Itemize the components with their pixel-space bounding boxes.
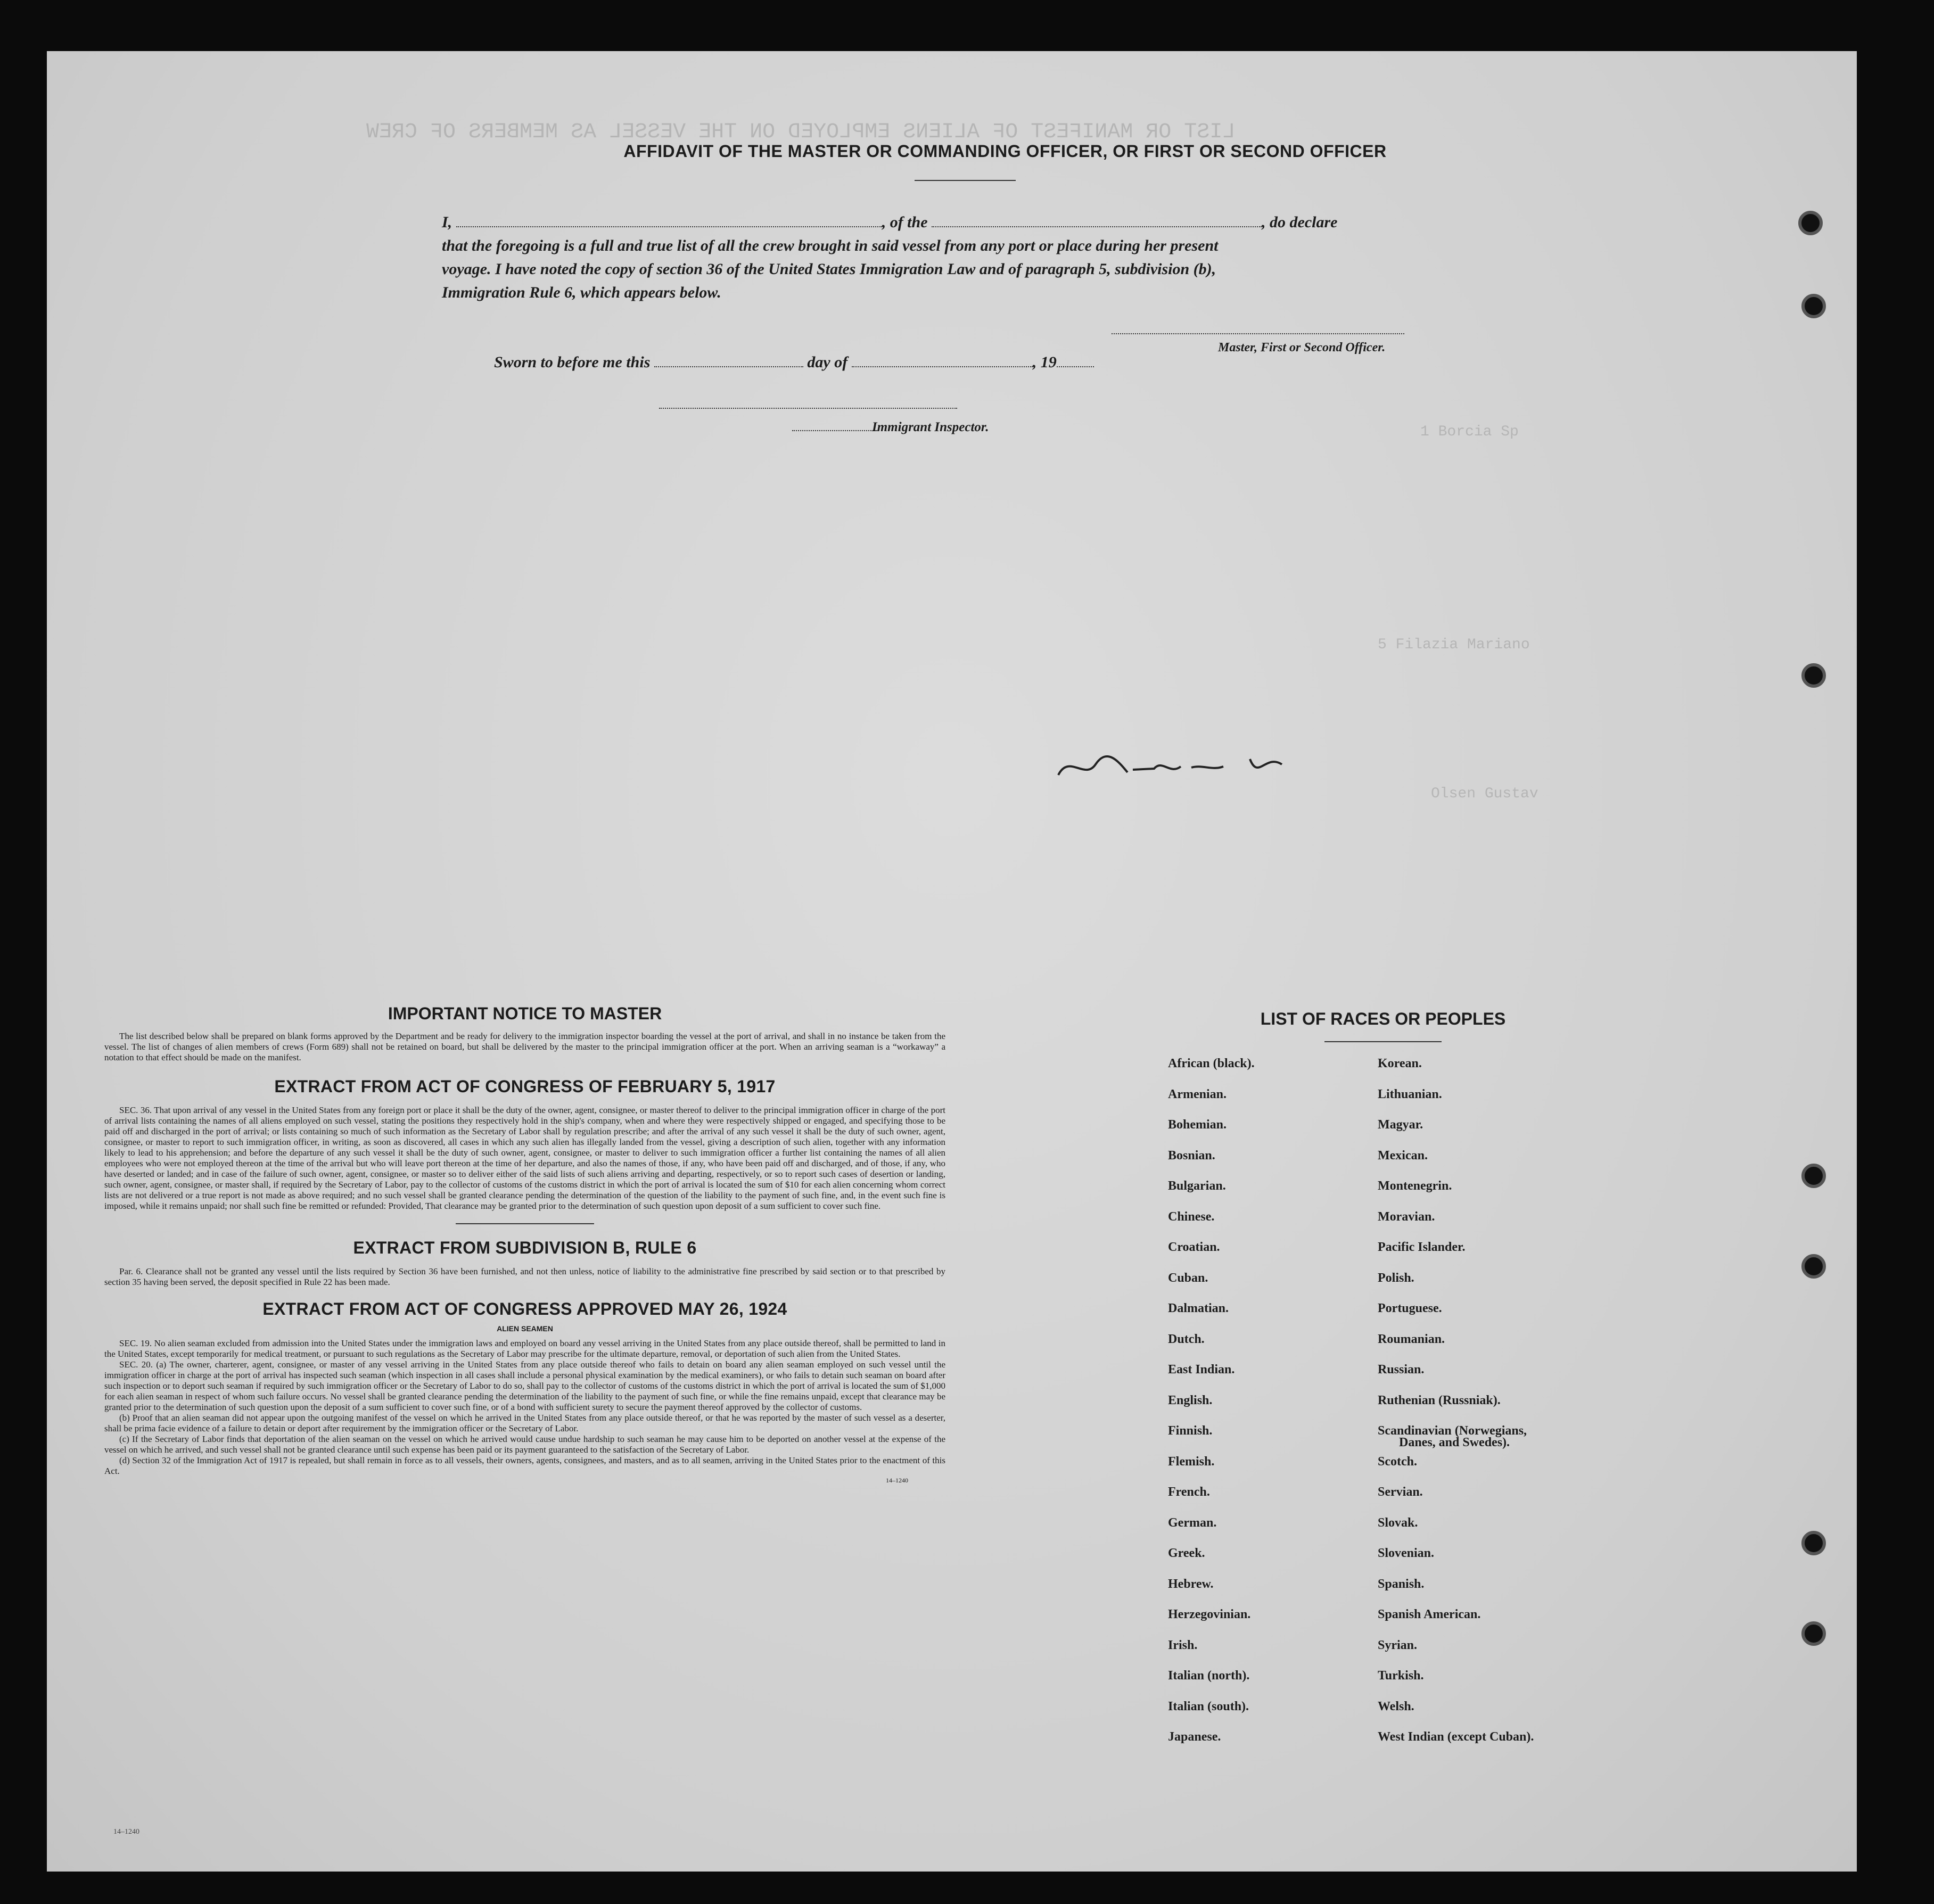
race-item: Irish.	[1168, 1638, 1198, 1652]
affidavit-title: AFFIDAVIT OF THE MASTER OR COMMANDING OFFICER, OR FIRST OR SECOND OFFICER	[623, 142, 1387, 161]
races-left-column	[1168, 1056, 1255, 1760]
race-item: Lithuanian.	[1378, 1087, 1442, 1101]
race-item: Turkish.	[1378, 1669, 1424, 1683]
race-item: Montenegrin.	[1378, 1179, 1452, 1193]
race-item: Moravian.	[1378, 1209, 1435, 1224]
day-of-label: day of	[807, 353, 848, 371]
sworn-year-blank[interactable]	[1057, 366, 1094, 367]
race-item: English.	[1168, 1393, 1213, 1407]
binder-hole-icon	[1798, 211, 1823, 235]
race-item: Polish.	[1378, 1271, 1414, 1285]
sec20a-paragraph: SEC. 20. (a) The owner, charterer, agent, consignee, or master of any vessel arriving in the United States from any place outside thereof who fails to detain on board any alien seaman employed on such vessel until the immigration officer in charge at the port of arrival has inspected such seaman (which inspection in all cases shall include a personal physical examination by the medical examiners), or who fails to detain such seaman on board after such inspection or to deport such seaman if required by such immigration officer or the Secretary of Labor to do so, shall pay to the collector of customs of the customs district in which the port of arrival is located the sum of $1,000 for each alien seaman in respect of whom such failure occurs. No vessel shall be granted clearance pending the determination of the liability to the payment of such fine, or while the fine remains unpaid, except that clearance may be granted prior to the determination of such question upon the deposit of a sum sufficient to cover such fine, or of a bond with sufficient surety to secure the payment thereof approved by the collector of customs.	[104, 1359, 945, 1412]
affidavit-line-2: voyage. I have noted the copy of section 36 of the United States Immigration Law and of paragraph 5, subdivision (b),	[442, 260, 1216, 278]
inspector-label: Immigrant Inspector.	[872, 420, 989, 434]
i-label: I,	[442, 213, 452, 231]
bleed-through-text: 5 Filazia Mariano	[1378, 637, 1530, 653]
sec19-paragraph: SEC. 19. No alien seaman excluded from admission into the United States under the immigration laws and employed on board any vessel arriving in the United States from any place outside thereof, shall be permitted to land in the United States, except temporarily for medical treatment, or pursuant to such regulations as the Secretary of Labor may prescribe for the ultimate departure, removal, or deportation of such alien from the United States.	[104, 1338, 945, 1359]
sec20c-paragraph: (c) If the Secretary of Labor finds that deportation of the alien seaman on the vessel on which he arrived would cause undue hardship to such seaman he may cause him to be deported on another vessel at the expense of the vessel on which he arrived, and such vessel shall not be granted clearance until such expense has been paid or its payment guaranteed to the satisfaction of the Secretary of Labor.	[104, 1434, 945, 1455]
affidavit-line-1: that the foregoing is a full and true list of all the crew brought in said vessel from any port or place during her present	[442, 237, 1219, 254]
of-the-label: , of the	[882, 213, 928, 231]
binder-hole-icon	[1801, 1254, 1826, 1279]
race-item: Ruthenian (Russniak).	[1378, 1393, 1501, 1407]
race-item: Finnish.	[1168, 1424, 1213, 1438]
binder-hole-icon	[1801, 1531, 1826, 1555]
alien-seamen-subhead: ALIEN SEAMEN	[497, 1324, 553, 1333]
race-item: Greek.	[1168, 1546, 1205, 1560]
extract-1917-text	[104, 1105, 945, 1211]
sec36-paragraph: SEC. 36. That upon arrival of any vessel in the United States from any foreign port or place it shall be the duty of the owner, agent, consignee, or master thereof to deliver to the principal immigration officer in charge of the port of arrival lists containing the names of all aliens employed on such vessel, stating the positions they respectively hold in the ship's company, when and where they were respectively shipped or engaged, and specifying those to be paid off and discharged in the port of arrival; or lists containing so much of such information as the Secretary of Labor shall by regulation prescribe; and after the arrival of any such vessel it shall be the duty of such owner, agent, consignee, or master to report to such immigration officer, in writing, as soon as discovered, all cases in which any such alien has illegally landed from the vessel, giving a description of such alien, together with any information likely to lead to his apprehension; and before the departure of any such vessel it shall be the duty of such owner, agent, consignee, or master to deliver to such immigration officer a further list containing the names of all alien employees who were not employed thereon at the time of the arrival but who will leave port thereon at the time of her departure, and also the names of those, if any, who have been paid off and discharged, and of those, if any, who have deserted or landed; and in case of the failure of such owner, agent, consignee, or master so to deliver either of the said lists of such aliens arriving and departing, respectively, or so to report such cases of desertion or landing, such owner, agent, consignee, or master shall, if required by the Secretary of Labor, pay to the collector of customs of the customs district in which the port of arrival is located the sum of $10 for each alien concerning whom correct lists are not delivered or a true report is not made as above required; and no such vessel shall be granted clearance pending the determination of the question of the liability to the payment of such fine, and, in the event such fine is imposed, while it remains unpaid; nor shall such fine be remitted or refunded: Provided, That clearance may be granted prior to the determination of such question upon deposit of a sum sufficient to cover such fine.	[104, 1105, 945, 1211]
extract-1924-title: EXTRACT FROM ACT OF CONGRESS APPROVED MAY 26, 1924	[262, 1299, 787, 1318]
sec20b-paragraph: (b) Proof that an alien seaman did not appear upon the outgoing manifest of the vessel on which he arrived in the United States from any place outside thereof, or that he was reported by the master of such vessel as a deserter, shall be prima facie evidence of a failure to detain or deport after requirement by the immigration officer or the Secretary of Labor.	[104, 1413, 945, 1433]
notice-paragraph: The list described below shall be prepared on blank forms approved by the Department and be ready for delivery to the immigration inspector boarding the vessel at the port of arrival, and shall in no instance be taken from the vessel. The list of changes of alien members of crews (Form 689) shall not be retained on board, but shall be delivered by the master to the principal immigration officer at the port. When an arriving seaman is a “workaway” a notation to that effect should be made on the manifest.	[104, 1031, 945, 1062]
notice-column	[104, 1004, 945, 1485]
extract-1917-title: EXTRACT FROM ACT OF CONGRESS OF FEBRUARY 5, 1917	[274, 1077, 776, 1096]
race-item: Slovenian.	[1378, 1546, 1435, 1560]
vessel-name-blank[interactable]	[932, 226, 1262, 227]
inspector-signature-line[interactable]	[659, 408, 957, 409]
footer-form-mark: 14–1240	[113, 1828, 139, 1836]
affidavit-body	[442, 211, 1501, 304]
binder-hole-icon	[1801, 1621, 1826, 1646]
document-page	[47, 51, 1857, 1872]
race-item: Herzegovinian.	[1168, 1608, 1251, 1621]
race-item: Dalmatian.	[1168, 1301, 1229, 1315]
form-number: 14–1240	[886, 1477, 908, 1484]
race-item: Portuguese.	[1378, 1301, 1442, 1315]
affidavit-first-line	[442, 211, 1501, 234]
binder-hole-icon	[1801, 294, 1826, 318]
bleed-through-text: Olsen Gustav	[1431, 786, 1538, 802]
race-item: Russian.	[1378, 1363, 1425, 1377]
race-item: Spanish.	[1378, 1577, 1425, 1591]
notice-text	[104, 1031, 945, 1063]
race-item: Welsh.	[1378, 1699, 1414, 1713]
race-item: Scandinavian (Norwegians, Danes, and Swedes).	[1378, 1424, 1527, 1449]
officer-signature-line[interactable]	[1112, 333, 1404, 334]
race-item: Croatian.	[1168, 1240, 1220, 1254]
race-item: Dutch.	[1168, 1332, 1205, 1346]
race-item: East Indian.	[1168, 1363, 1235, 1377]
sworn-line	[494, 353, 1094, 372]
extract-1924-text	[104, 1338, 945, 1477]
races-title-underline	[1324, 1041, 1442, 1042]
race-item: Bohemian.	[1168, 1118, 1227, 1132]
race-item: Spanish American.	[1378, 1608, 1481, 1621]
par6-paragraph: Par. 6. Clearance shall not be granted any vessel until the lists required by Section 36 have been furnished, and not then unless, notice of liability to the administrative fine prescribed by said section or to that prescribed by section 35 having been served, the deposit specified in Rule 22 has been made.	[104, 1266, 945, 1287]
race-item: Armenian.	[1168, 1087, 1227, 1101]
races-title: LIST OF RACES OR PEOPLES	[1260, 1009, 1506, 1028]
race-item: Servian.	[1378, 1485, 1423, 1499]
race-item: Mexican.	[1378, 1148, 1428, 1163]
sec20d-paragraph: (d) Section 32 of the Immigration Act of 1917 is repealed, but shall remain in force as to all vessels, their owners, agents, consignees, and masters, and as to all seamen, arriving in the United States prior to the enactment of this Act.	[104, 1455, 945, 1476]
race-item: Chinese.	[1168, 1209, 1215, 1224]
do-declare-label: , do declare	[1262, 213, 1338, 231]
bleed-through-heading: LIST OR MANIFEST OF ALIENS EMPLOYED ON THE VESSEL AS MEMBERS OF CREW	[366, 120, 1236, 144]
race-item: Flemish.	[1168, 1454, 1215, 1469]
section-divider	[456, 1223, 594, 1224]
handwritten-scribble-icon	[1048, 743, 1293, 791]
master-name-blank[interactable]	[456, 226, 882, 227]
sworn-day-blank[interactable]	[654, 366, 803, 367]
binder-hole-icon	[1801, 1164, 1826, 1188]
race-item: Italian (south).	[1168, 1699, 1249, 1713]
sworn-month-blank[interactable]	[852, 366, 1033, 367]
inspector-signature-line-2[interactable]	[792, 430, 877, 431]
binder-hole-icon	[1801, 663, 1826, 688]
race-item: Korean.	[1378, 1057, 1422, 1070]
year-prefix: , 19	[1032, 353, 1057, 371]
officer-signature-label: Master, First or Second Officer.	[1218, 341, 1386, 355]
race-item: Syrian.	[1378, 1638, 1418, 1652]
race-item: German.	[1168, 1515, 1217, 1530]
race-item: Roumanian.	[1378, 1332, 1445, 1346]
extract-rule6-text	[104, 1266, 945, 1288]
sworn-prefix: Sworn to before me this	[494, 353, 651, 371]
race-item: Italian (north).	[1168, 1669, 1250, 1683]
race-item: French.	[1168, 1485, 1210, 1499]
race-item: Bosnian.	[1168, 1148, 1215, 1163]
race-item: Magyar.	[1378, 1118, 1423, 1132]
race-item: Cuban.	[1168, 1271, 1208, 1285]
extract-rule6-title: EXTRACT FROM SUBDIVISION B, RULE 6	[353, 1238, 697, 1257]
title-underline	[915, 180, 1016, 181]
race-item: African (black).	[1168, 1057, 1255, 1070]
race-item: West Indian (except Cuban).	[1378, 1730, 1534, 1744]
race-item: Pacific Islander.	[1378, 1240, 1466, 1254]
affidavit-line-3: Immigration Rule 6, which appears below.	[442, 284, 721, 301]
race-item: Japanese.	[1168, 1730, 1221, 1744]
notice-title: IMPORTANT NOTICE TO MASTER	[388, 1004, 662, 1023]
race-item: Scotch.	[1378, 1454, 1417, 1469]
race-item: Hebrew.	[1168, 1577, 1214, 1591]
races-right-column	[1378, 1056, 1534, 1760]
race-item: Bulgarian.	[1168, 1179, 1226, 1193]
race-item: Slovak.	[1378, 1515, 1418, 1530]
bleed-through-text: 1 Borcia Sp	[1420, 424, 1519, 440]
